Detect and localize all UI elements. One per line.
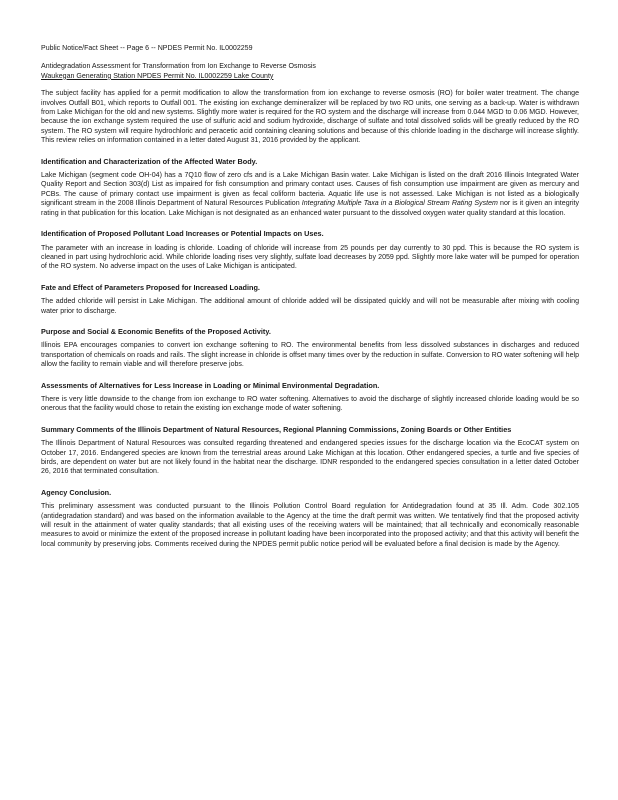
section-text-load-increases: The parameter with an increase in loading is chloride. Loading of chloride will increase from 25 pounds per day currently to 30 ppd. This is because the RO system is cleaned in part using hydrochloric acid. While chloride loading rises very slightly, sulfate load decreases by 2059 ppd. Slightly more lake water will be pumped for operation of the RO system. No adverse impact on the uses of Lake Michigan is anticipated. bbox=[41, 244, 579, 271]
section-text-fate-effect: The added chloride will persist in Lake Michigan. The additional amount of chloride added will be dissipated quickly and will not be measurable after mixing with cooling water prior to discharge. bbox=[41, 298, 579, 315]
notice-page-heading: Public Notice/Fact Sheet -- Page 6 -- NPDES Permit No. IL0002259 bbox=[41, 45, 253, 52]
document-page bbox=[41, 44, 579, 549]
water-body-text-part1: Lake Michigan (segment code OH-04) has a 7Q10 flow of zero cfs and is a Lake Michigan Basin water. Lake Michigan is listed on the draft 2016 Illinois Integrated Water Quality Report and Section 303(d) List as impaired for fish consumption and primary contact uses. Causes of fish consumption use impairment are given as mercury and PCBs. The cause of primary contact use impairment is given as fecal coliform bacteria. Aquatic life use is not assessed. Lake Michigan is not listed as a biologically significant stream in the 2008 Illinois Department of Natural Resources Publication bbox=[41, 172, 579, 208]
section-heading-load-increases: Identification of Proposed Pollutant Load Increases or Potential Impacts on Uses. bbox=[41, 229, 324, 239]
section-heading-purpose-benefits: Purpose and Social & Economic Benefits of the Proposed Activity. bbox=[41, 326, 271, 336]
page-header bbox=[41, 44, 579, 53]
section-text-agency-conclusion: This preliminary assessment was conducted pursuant to the Illinois Pollution Control Board regulation for Antidegradation found at 35 Ill. Adm. Code 302.105 (antidegradation standard) and was based on the information available to the Agency at the time the draft permit was written. We tentatively find that the proposed activity will result in the attainment of water quality standards; that all existing uses of the receiving waters will be maintained; that all technically and economically reasonable measures to avoid or minimize the extent of the proposed increase in pollutant loading have been incorporated into the proposed activity; and that this activity will benefit the local community by preserving jobs. Comments received during the NPDES permit public notice period will be evaluated before a final decision is made by the Agency. bbox=[41, 503, 579, 548]
section-text-water-body bbox=[41, 171, 579, 218]
section-heading-summary-comments: Summary Comments of the Illinois Department of Natural Resources, Regional Planning Commissions, Zoning Boards or Other Entities bbox=[41, 424, 512, 434]
assessment-title: Antidegradation Assessment for Transformation from Ion Exchange to Reverse Osmosis bbox=[41, 63, 316, 71]
section-heading-alternatives: Assessments of Alternatives for Less Increase in Loading or Minimal Environmental Degradation. bbox=[41, 380, 380, 390]
section-heading-agency-conclusion: Agency Conclusion. bbox=[41, 487, 112, 497]
section-text-summary-comments: The Illinois Department of Natural Resources was consulted regarding threatened and endangered species issues for the discharge location via the EcoCAT system on October 17, 2016. Endangered species are known from the terrestrial areas around Lake Michigan at this location. Other endangered species, a turtle and five species of birds, are dependent on water but are not likely found in the habitat near the discharge. IDNR responded to the endangered species consultation in a letter dated October 26, 2016 that terminated consultation. bbox=[41, 440, 579, 476]
facility-line: Waukegan Generating Station NPDES Permit No. IL0002259 Lake County bbox=[41, 72, 274, 80]
section-text-alternatives: There is very little downside to the change from ion exchange to RO water softening. Alternatives to avoid the discharge of slightly increased chloride loading would be so onerous that the facility would chose to retain the existing ion exchange mode of water softening. bbox=[41, 395, 579, 413]
intro-paragraph: The subject facility has applied for a permit modification to allow the transformation from ion exchange to reverse osmosis (RO) for boiler water treatment. The change involves Outfall B01, which reports to Outfall 001. The existing ion exchange demineralizer will be replaced by two RO units, one serving as a back-up. Water is withdrawn from Lake Michigan for the old and new systems. Slightly more water is required for the RO system and the discharge will increase from 0.044 MGD to 0.06 MGD. However, because the ion exchange system required the use of sulfuric acid and sodium hydroxide, discharge of sulfate and total dissolved solids will be greatly reduced by the RO system. The RO system will require hydrochloric and peracetic acid containing cleaning solutions and because of this chloride loading in the discharge will increase slightly. This review relies on information contained in a letter dated August 31, 2016 provided by the applicant. bbox=[41, 90, 579, 145]
section-text-purpose-benefits: Illinois EPA encourages companies to convert ion exchange softening to RO. The environmental benefits from less dissolved substances in discharges and reduced transportation of chemicals on roads and rails. The slight increase in chloride is offset many times over by the reduction in sulfate. Conversion to RO water softening will help allow the facility to remain viable and will therefore preserve jobs. bbox=[41, 342, 579, 369]
water-body-text-part2: nor is it given an integrity rating in that publication for this location. Lake Michigan is not designated as an enhanced water pursuant to the dissolved oxygen water quality standard at this location. bbox=[41, 200, 580, 217]
section-heading-fate-effect: Fate and Effect of Parameters Proposed for Increased Loading. bbox=[41, 282, 260, 292]
publication-title: Integrating Multiple Taxa in a Biological Stream Rating System bbox=[301, 200, 498, 208]
section-heading-water-body: Identification and Characterization of the Affected Water Body. bbox=[41, 156, 258, 166]
